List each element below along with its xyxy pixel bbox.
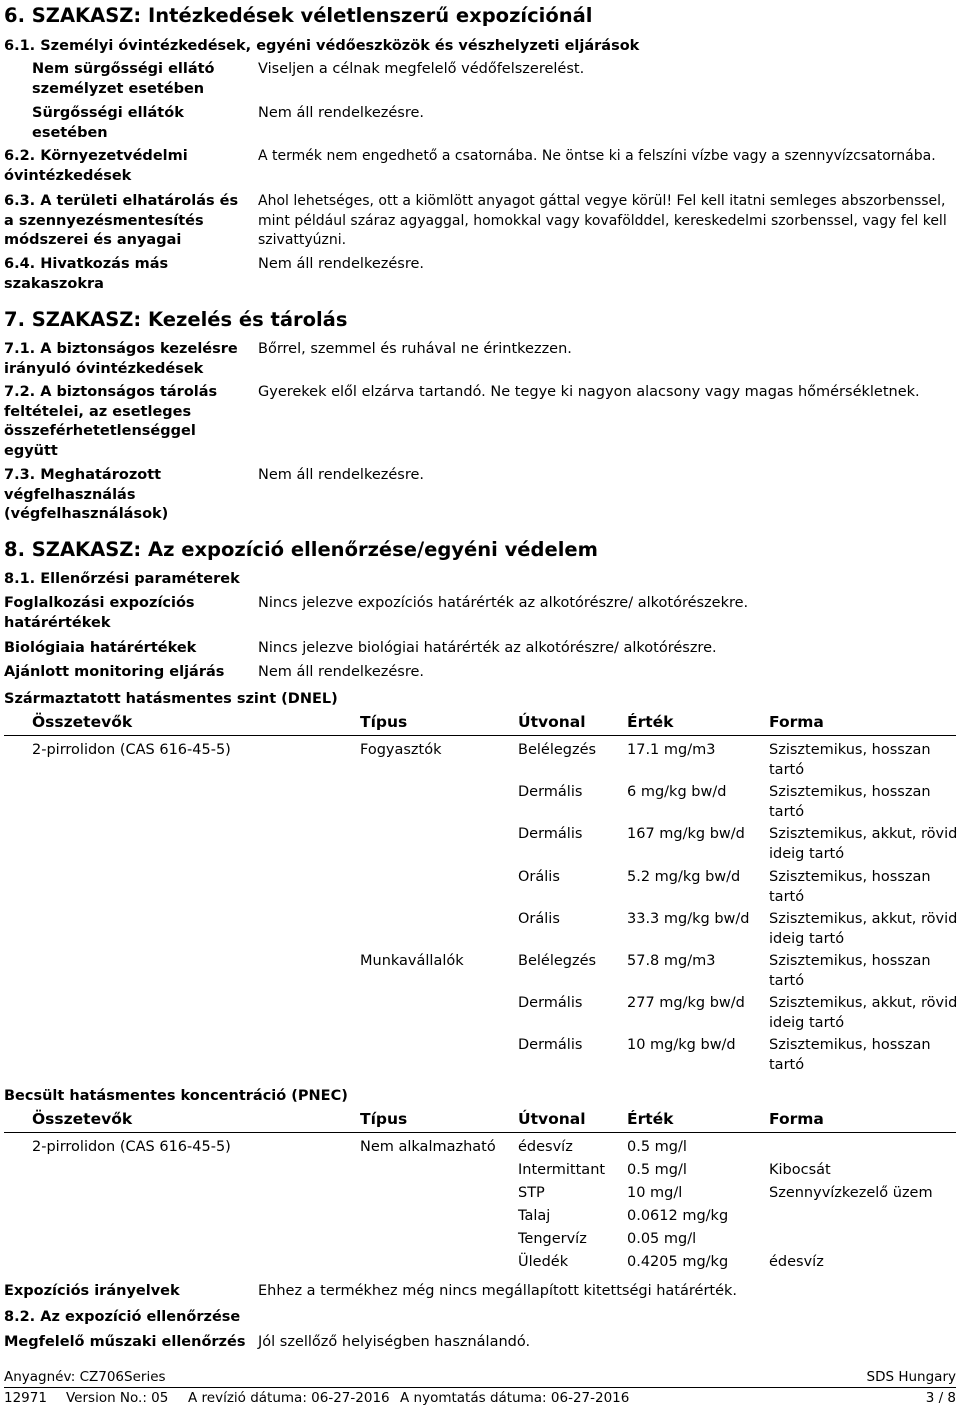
footer-revision-date: A revízió dátuma: 06-27-2016: [188, 1390, 390, 1406]
footer-code: 12971: [4, 1390, 47, 1406]
dnel-title: Származtatott hatásmentes szint (DNEL): [4, 691, 338, 707]
dnel-row-form: Szisztemikus, hosszan tartó: [769, 869, 931, 905]
value-7-3: Nem áll rendelkezésre.: [258, 467, 425, 483]
dnel-row-value: 10 mg/kg bw/d: [627, 1037, 736, 1053]
footer-version: Version No.: 05: [66, 1390, 169, 1406]
value-7-1: Bőrrel, szemmel és ruhával ne érintkezzen.: [258, 341, 572, 357]
dnel-header-component: Összetevők: [32, 713, 133, 731]
footer-material-name: Anyagnév: CZ706Series: [4, 1369, 166, 1385]
section-6-title: 6. SZAKASZ: Intézkedések véletlenszerű expozíciónál: [4, 4, 593, 27]
label-occupational-limits: Foglalkozási expozíciós határértékek: [4, 595, 195, 631]
dnel-row-route: Dermális: [518, 784, 583, 800]
pnec-header-form: Forma: [769, 1110, 824, 1128]
section-8-title: 8. SZAKASZ: Az expozíció ellenőrzése/egyéni védelem: [4, 538, 598, 561]
dnel-row-route: Belélegzés: [518, 742, 597, 758]
value-6-2: A termék nem engedhető a csatornába. Ne öntse ki a felszíni vízbe vagy a szennyvízcsatornába.: [258, 148, 936, 164]
dnel-header-form: Forma: [769, 713, 824, 731]
dnel-header-route: Útvonal: [518, 713, 586, 731]
dnel-row-form: Szisztemikus, hosszan tartó: [769, 953, 931, 989]
pnec-header-route: Útvonal: [518, 1110, 586, 1128]
section-7-title: 7. SZAKASZ: Kezelés és tárolás: [4, 308, 348, 331]
dnel-row-route: Orális: [518, 869, 560, 885]
pnec-row-form: Szennyvízkezelő üzem: [769, 1185, 933, 1201]
pnec-row-value: 0.5 mg/l: [627, 1139, 687, 1155]
pnec-row-route: Talaj: [518, 1208, 551, 1224]
pnec-row-value: 0.5 mg/l: [627, 1162, 687, 1178]
label-engineering-controls: Megfelelő műszaki ellenőrzés: [4, 1334, 246, 1350]
pnec-row-type: Nem alkalmazható: [360, 1139, 496, 1155]
dnel-row-value: 5.2 mg/kg bw/d: [627, 869, 741, 885]
pnec-header-rule: [4, 1132, 956, 1133]
footer-rule: [4, 1387, 956, 1388]
dnel-header-value: Érték: [627, 713, 674, 731]
dnel-row-route: Orális: [518, 911, 560, 927]
dnel-row-value: 6 mg/kg bw/d: [627, 784, 727, 800]
footer-sds-region: SDS Hungary: [866, 1369, 956, 1385]
dnel-row-value: 167 mg/kg bw/d: [627, 826, 745, 842]
pnec-row-value: 10 mg/l: [627, 1185, 683, 1201]
value-6-3: Ahol lehetséges, ott a kiömlött anyagot gáttal vegye körül! Fel kell itatni semleges abszorbenssel, mint például száraz agyaggal, homokkal vagy kovafölddel, kereskedelmi szorbenssel, vagy fel kell szivattyúzni.: [258, 193, 947, 248]
pnec-row-route: Tengervíz: [518, 1231, 587, 1247]
value-7-2: Gyerekek elől elzárva tartandó. Ne tegye ki nagyon alacsony vagy magas hőmérsékletnek.: [258, 384, 920, 400]
pnec-row-form: édesvíz: [769, 1254, 824, 1270]
value-emergency: Nem áll rendelkezésre.: [258, 105, 425, 121]
footer-page-number: 3 / 8: [925, 1390, 956, 1406]
dnel-row-value: 277 mg/kg bw/d: [627, 995, 745, 1011]
dnel-row-type: Fogyasztók: [360, 742, 442, 758]
section-6-1-heading: 6.1. Személyi óvintézkedések, egyéni védőeszközök és vészhelyzeti eljárások: [4, 38, 640, 54]
value-occupational-limits: Nincs jelezve expozíciós határérték az alkotórészre/ alkotórészekre.: [258, 595, 749, 611]
label-emergency: Sürgősségi ellátók esetében: [32, 105, 184, 141]
label-monitoring: Ajánlott monitoring eljárás: [4, 664, 225, 680]
dnel-row-value: 17.1 mg/m3: [627, 742, 716, 758]
label-6-2: 6.2. Környezetvédelmi óvintézkedések: [4, 148, 188, 184]
label-6-4: 6.4. Hivatkozás más szakaszokra: [4, 256, 169, 292]
dnel-row-route: Dermális: [518, 995, 583, 1011]
section-8-1-heading: 8.1. Ellenőrzési paraméterek: [4, 571, 240, 587]
pnec-row-component: 2-pirrolidon (CAS 616-45-5): [32, 1139, 231, 1155]
label-7-2: 7.2. A biztonságos tárolás feltételei, az esetleges összeférhetetlenséggel együtt: [4, 384, 218, 459]
dnel-header-type: Típus: [360, 713, 408, 731]
dnel-row-route: Belélegzés: [518, 953, 597, 969]
pnec-row-value: 0.0612 mg/kg: [627, 1208, 729, 1224]
dnel-row-form: Szisztemikus, hosszan tartó: [769, 784, 931, 820]
dnel-row-type: Munkavállalók: [360, 953, 464, 969]
footer-print-date: A nyomtatás dátuma: 06-27-2016: [400, 1390, 630, 1406]
pnec-header-value: Érték: [627, 1110, 674, 1128]
value-monitoring: Nem áll rendelkezésre.: [258, 664, 425, 680]
pnec-header-type: Típus: [360, 1110, 408, 1128]
value-engineering-controls: Jól szellőző helyiségben használandó.: [258, 1334, 531, 1350]
pnec-row-value: 0.4205 mg/kg: [627, 1254, 729, 1270]
value-6-4: Nem áll rendelkezésre.: [258, 256, 425, 272]
dnel-row-component: 2-pirrolidon (CAS 616-45-5): [32, 742, 231, 758]
dnel-row-form: Szisztemikus, hosszan tartó: [769, 742, 931, 778]
pnec-header-component: Összetevők: [32, 1110, 133, 1128]
section-8-2-heading: 8.2. Az expozíció ellenőrzése: [4, 1309, 241, 1325]
dnel-row-form: Szisztemikus, hosszan tartó: [769, 1037, 931, 1073]
dnel-row-value: 33.3 mg/kg bw/d: [627, 911, 750, 927]
dnel-row-route: Dermális: [518, 826, 583, 842]
label-6-3: 6.3. A területi elhatárolás és a szennyezésmentesítés módszerei és anyagai: [4, 193, 239, 248]
dnel-row-form: Szisztemikus, akkut, rövid ideig tartó: [769, 995, 958, 1031]
pnec-row-value: 0.05 mg/l: [627, 1231, 697, 1247]
value-biological-limits: Nincs jelezve biológiai határérték az alkotórészre/ alkotórészre.: [258, 640, 717, 656]
dnel-row-route: Dermális: [518, 1037, 583, 1053]
label-7-3: 7.3. Meghatározott végfelhasználás (végfelhasználások): [4, 467, 169, 522]
dnel-row-value: 57.8 mg/m3: [627, 953, 716, 969]
pnec-title: Becsült hatásmentes koncentráció (PNEC): [4, 1088, 348, 1104]
value-exposure-guidelines: Ehhez a termékhez még nincs megállapított kitettségi határérték.: [258, 1283, 738, 1299]
label-biological-limits: Biológiaia határértékek: [4, 640, 197, 656]
pnec-row-route: STP: [518, 1185, 545, 1201]
pnec-row-route: édesvíz: [518, 1139, 573, 1155]
pnec-row-route: Üledék: [518, 1254, 569, 1270]
dnel-row-form: Szisztemikus, akkut, rövid ideig tartó: [769, 911, 958, 947]
dnel-header-rule: [4, 735, 956, 736]
dnel-row-form: Szisztemikus, akkut, rövid ideig tartó: [769, 826, 958, 862]
label-exposure-guidelines: Expozíciós irányelvek: [4, 1283, 180, 1299]
pnec-row-route: Intermittant: [518, 1162, 606, 1178]
pnec-row-form: Kibocsát: [769, 1162, 831, 1178]
value-non-emergency: Viseljen a célnak megfelelő védőfelszerelést.: [258, 61, 585, 77]
label-non-emergency: Nem sürgősségi ellátó személyzet esetében: [32, 61, 215, 97]
label-7-1: 7.1. A biztonságos kezelésre irányuló óvintézkedések: [4, 341, 238, 377]
